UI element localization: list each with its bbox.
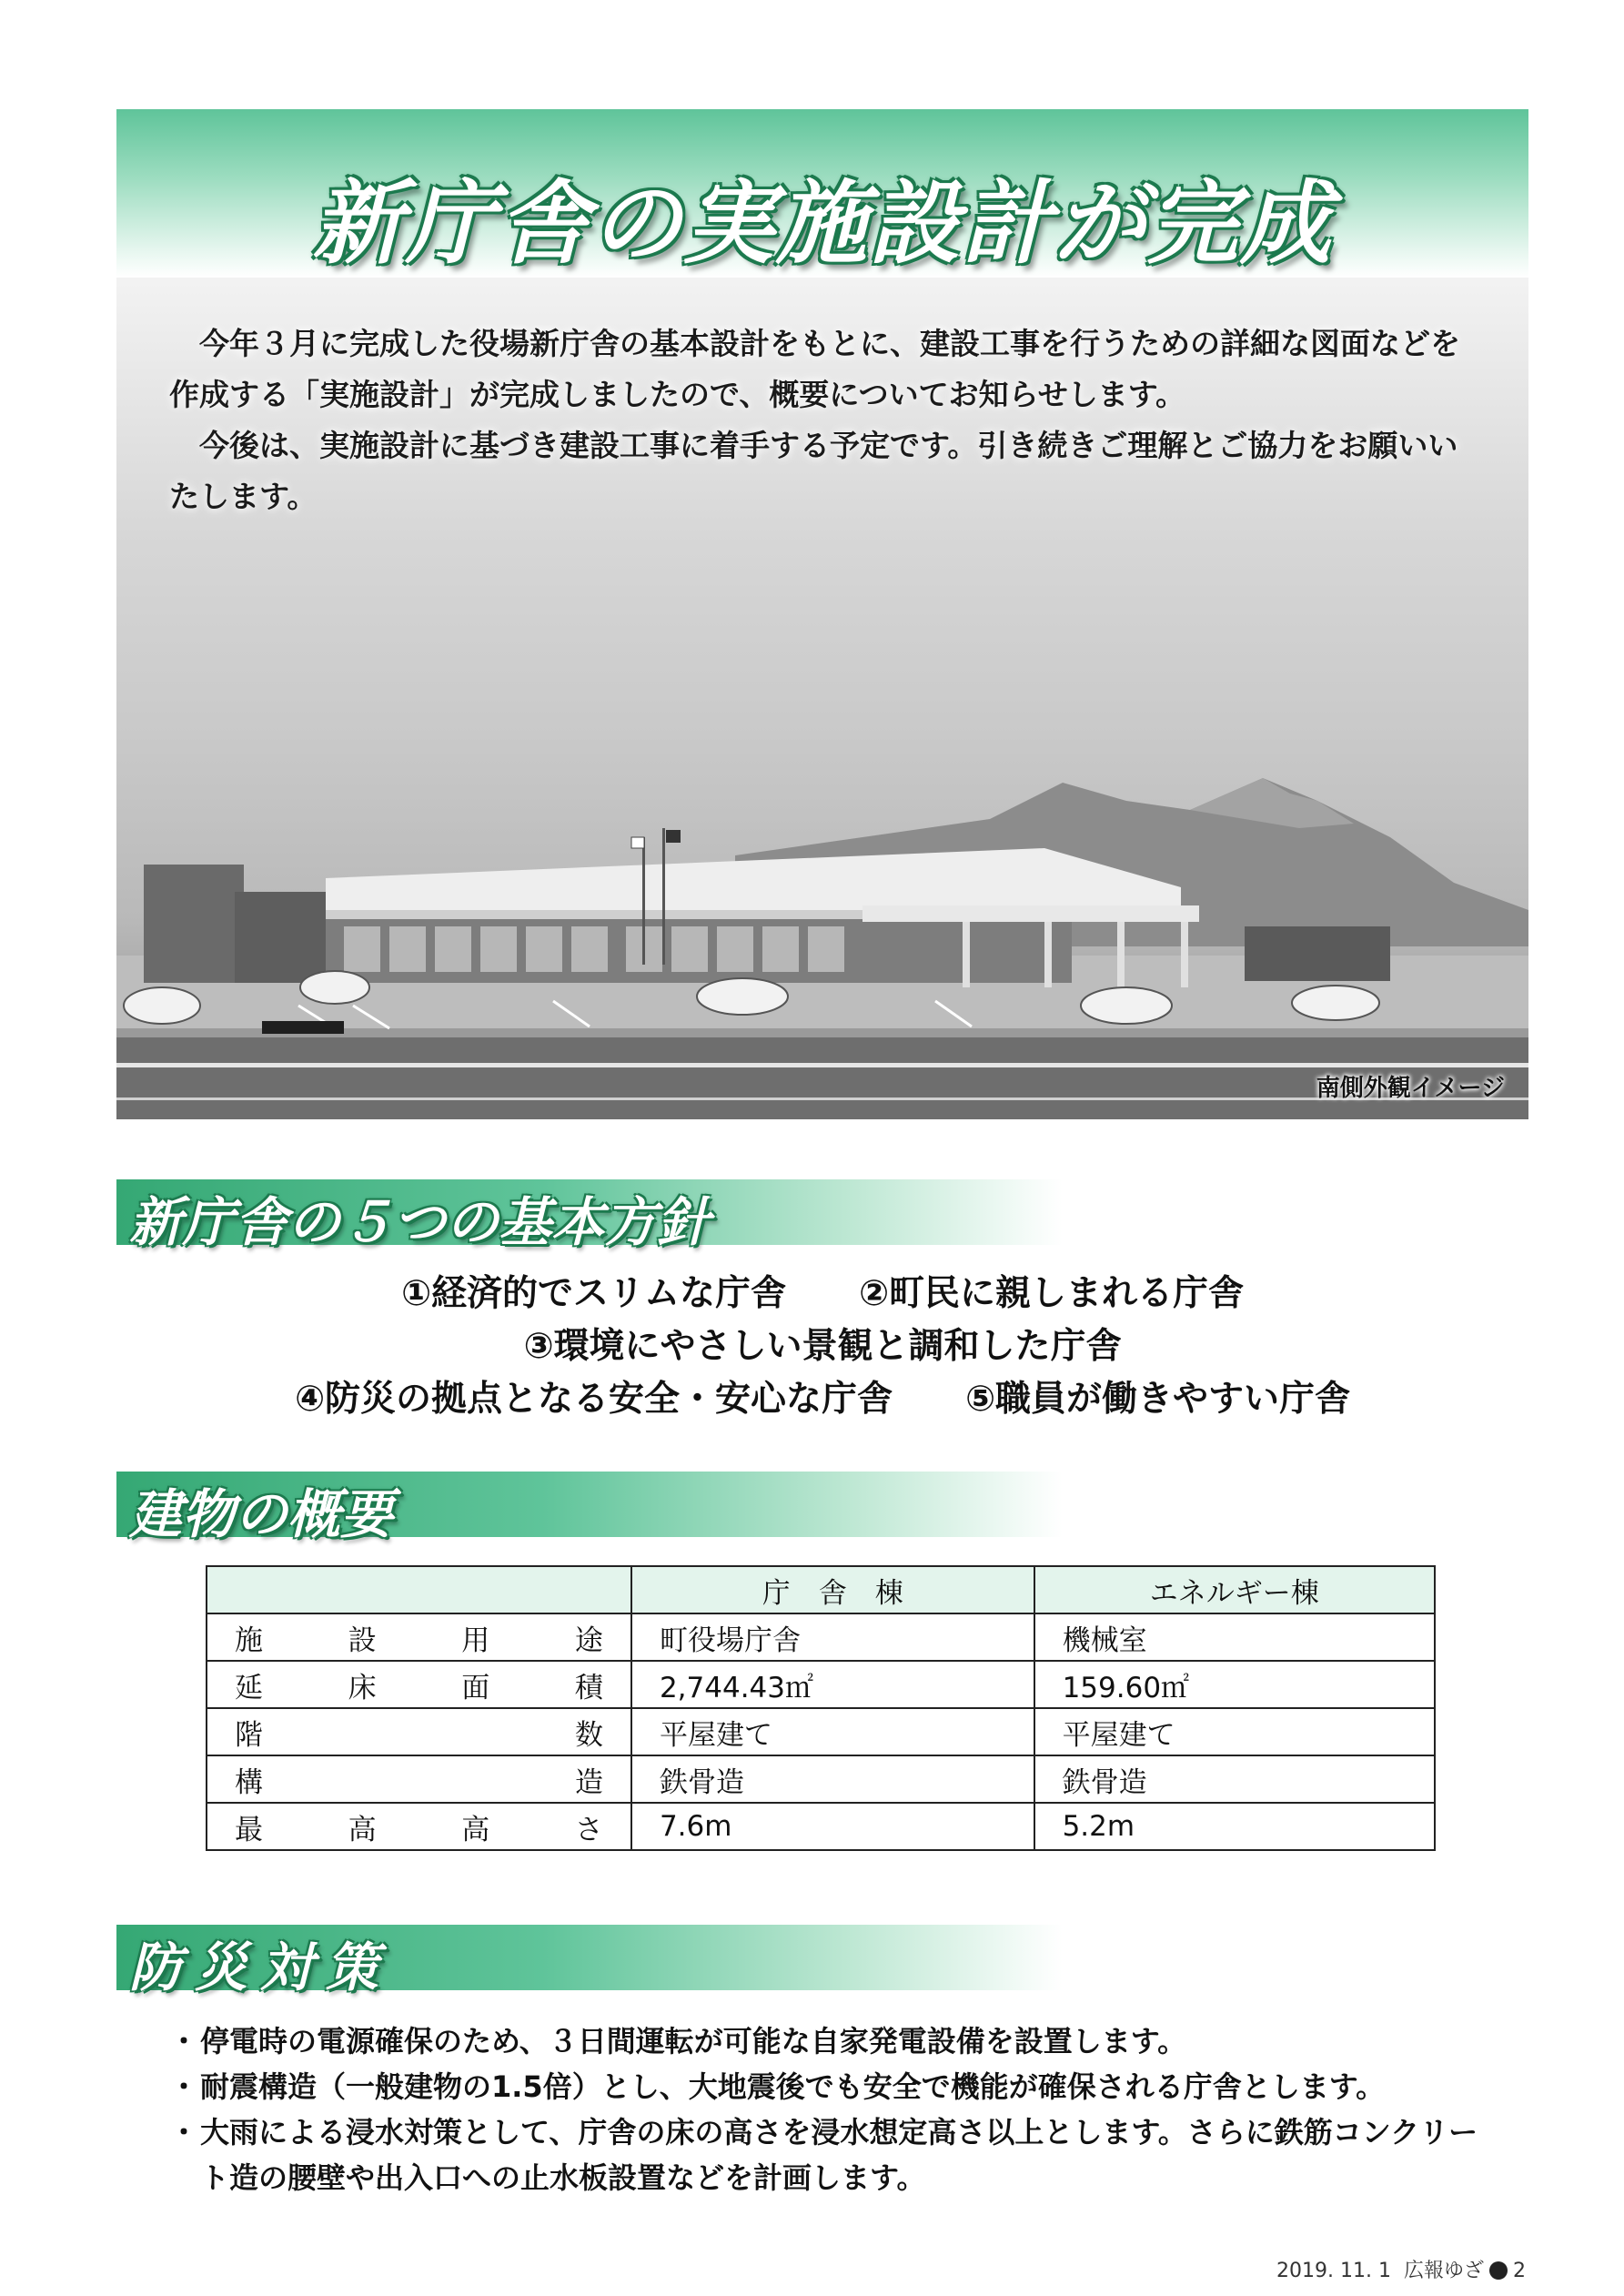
row-label: 階 数 (207, 1708, 631, 1755)
row-energy-value: 鉄骨造 (1034, 1755, 1435, 1803)
table-row (207, 1755, 1435, 1803)
intro-text (169, 319, 1479, 522)
row-main-value: 町役場庁舎 (631, 1613, 1034, 1661)
policy-line-2 (116, 1318, 1528, 1369)
disaster-heading: 防災対策 (129, 1937, 392, 1998)
footer-date: 2019. 11. 1 (1276, 2260, 1391, 2282)
row-label: 延 床 面 積 (207, 1661, 631, 1708)
policies-heading: 新庁舎の５つの基本方針 (129, 1191, 711, 1253)
list-item: ・ 大雨による浸水対策として、庁舎の床の高さを浸水想定高さ以上とします。さらに鉄筋コンクリート造の腰壁や出入口への止水板設置などを計画します。 (173, 2109, 1501, 2200)
table-row (207, 1708, 1435, 1755)
list-item: ・ 停電時の電源確保のため、３日間運転が可能な自家発電設備を設置します。 (173, 2018, 1501, 2064)
page-footer (1276, 2255, 1526, 2283)
row-main-value: 鉄骨造 (631, 1755, 1034, 1803)
table-row (207, 1803, 1435, 1850)
table-header-main: 庁 舎 棟 (631, 1566, 1034, 1613)
table-header-energy: エネルギー棟 (1034, 1566, 1435, 1613)
row-main-value: 平屋建て (631, 1708, 1034, 1755)
row-label: 構 造 (207, 1755, 631, 1803)
hero-section (116, 109, 1528, 1119)
table-header-row (207, 1566, 1435, 1613)
intro-paragraph-2: 今後は、実施設計に基づき建設工事に着手する予定です。引き続きご理解とご協力をお願いいたします。 (169, 428, 1458, 514)
row-energy-value: 159.60㎡ (1034, 1661, 1435, 1708)
policy-item-4: ④防災の拠点となる安全・安心な庁舎 (294, 1379, 893, 1420)
policy-item-2: ②町民に親しまれる庁舎 (859, 1273, 1245, 1314)
list-item: ・ 耐震構造（一般建物の1.5倍）とし、大地震後でも安全で機能が確保される庁舎とします。 (173, 2064, 1501, 2109)
overview-heading: 建物の概要 (129, 1483, 394, 1545)
intro-paragraph-1: 今年３月に完成した役場新庁舎の基本設計をもとに、建設工事を行うための詳細な図面などを作成する「実施設計」が完成しましたので、概要についてお知らせします。 (169, 326, 1460, 412)
row-label: 施 設 用 途 (207, 1613, 631, 1661)
overview-heading-band (116, 1472, 1063, 1545)
footer-page-number: 2 (1513, 2260, 1526, 2282)
page-title: 新庁舎の実施設計が完成 (312, 170, 1333, 277)
policies-heading-band (116, 1179, 1063, 1253)
policy-line-1 (116, 1265, 1528, 1316)
row-label: 最 高 高 さ (207, 1803, 631, 1850)
row-main-value: 7.6m (631, 1803, 1034, 1850)
table-row (207, 1661, 1435, 1708)
footer-publication: 広報ゆざ (1403, 2260, 1484, 2282)
row-energy-value: 5.2m (1034, 1803, 1435, 1850)
row-main-value: 2,744.43㎡ (631, 1661, 1034, 1708)
policy-line-3 (116, 1371, 1528, 1421)
policy-item-1: ①経済的でスリムな庁舎 (400, 1273, 786, 1314)
bullet-dot-icon (1489, 2261, 1508, 2280)
table-row (207, 1613, 1435, 1661)
image-caption: 南側外観イメージ (1316, 1075, 1505, 1102)
policy-item-5: ⑤職員が働きやすい庁舎 (965, 1379, 1351, 1420)
row-energy-value: 平屋建て (1034, 1708, 1435, 1755)
disaster-measures-list (173, 2018, 1501, 2200)
disaster-heading-band (116, 1925, 1063, 1998)
row-energy-value: 機械室 (1034, 1613, 1435, 1661)
table-header-blank (207, 1566, 631, 1613)
building-overview-table (206, 1565, 1436, 1851)
policy-item-3: ③環境にやさしい景観と調和した庁舎 (523, 1326, 1122, 1367)
